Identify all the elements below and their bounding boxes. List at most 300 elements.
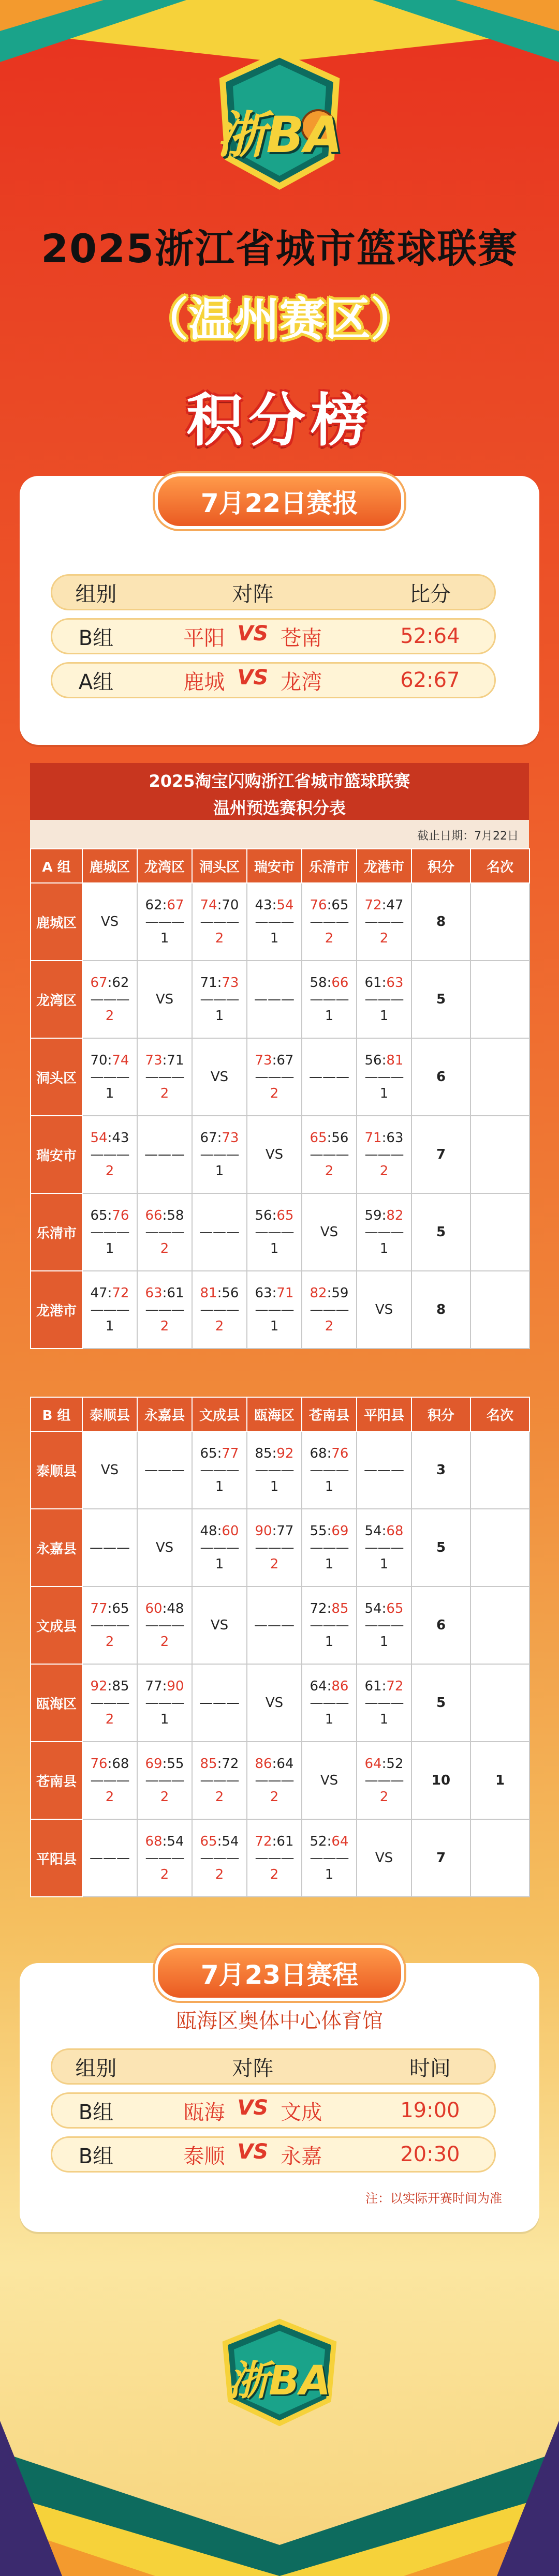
score-own: 59 [364,1208,382,1223]
page-title: 2025浙江省城市篮球联赛 [41,226,518,272]
score-own: 76 [90,1756,108,1772]
team-row-header: 龙湾区 [31,961,82,1038]
stat-column-header: 积分 [411,849,470,883]
result-cell [192,1038,247,1116]
match-points: 2 [215,931,224,946]
score-opp: 90 [167,1679,184,1694]
team-column-header: 乐清市 [302,849,357,883]
score-opp: 73 [222,975,239,991]
group-corner: A 组 [31,849,82,883]
bottom-decoration [0,2359,559,2576]
result-cell [137,1116,192,1193]
divider-line: ——— [200,1302,239,1317]
match-score: 62:67 [145,897,184,913]
match-score: 47:72 [90,1285,129,1301]
divider-line: ——— [310,914,349,930]
result-cell [357,1509,411,1586]
match-score: 73:67 [255,1053,294,1068]
match-score: 73:71 [145,1053,184,1068]
vs-label: VS [265,1695,284,1711]
result-cell [247,1116,302,1193]
table-row [31,1271,529,1349]
banner-subtitle: 温州预选赛积分表 [213,798,346,818]
match-points: 2 [270,1867,279,1882]
score-own: 67 [90,975,108,991]
team-row-header: 泰顺县 [31,1431,82,1509]
schedule-note: 注：以实际开赛时间为准 [365,2191,502,2206]
divider-line: ——— [200,1850,239,1866]
match-points: 2 [160,1634,169,1650]
result [357,1756,411,1805]
score-own: 69 [145,1756,163,1772]
divider-line: ——— [200,992,239,1007]
score-opp: 72 [386,1679,404,1694]
result-cell [357,961,411,1038]
match-points: 1 [325,1479,334,1494]
match-score: 64:86 [310,1679,349,1694]
match-score: 54:68 [364,1523,404,1539]
score-own: 60 [145,1601,163,1616]
result-cell [192,1742,247,1819]
match-points: 2 [105,1634,114,1650]
no-match: ——— [199,1224,240,1240]
result-cell [192,883,247,961]
result [83,1207,137,1257]
score-opp: 63 [386,1130,404,1146]
score-opp: 52 [386,1756,404,1772]
score-opp: 71 [276,1285,294,1301]
divider-line: ——— [90,1302,129,1317]
divider-line: ——— [90,1695,129,1711]
score-opp: 56 [331,1130,349,1146]
match-score: 65:54 [200,1834,239,1849]
result-cell [247,961,302,1038]
score-opp: 63 [386,975,404,991]
result [83,975,137,1024]
match-points: 1 [215,1479,224,1494]
match-time: 20:30 [400,2143,460,2166]
match-time: 19:00 [400,2099,460,2122]
match-score: 58:66 [310,975,349,991]
score-own: 82 [310,1285,327,1301]
score-opp: 54 [276,897,294,913]
match-score: 56:65 [255,1208,294,1223]
divider-line: ——— [90,1069,129,1085]
result [83,1756,137,1805]
result-cell [357,1193,411,1271]
rank-cell [470,1586,529,1664]
divider-line: ——— [255,1773,294,1788]
match-score: 69:55 [145,1756,184,1772]
result-cell [82,1742,137,1819]
result-cell [82,883,137,961]
result [138,1285,192,1335]
result-cell [82,1431,137,1509]
match-score: 74:70 [200,897,239,913]
score-own: 54 [364,1601,382,1616]
result-cell [357,1038,411,1116]
result-cell [137,961,192,1038]
result [247,1052,301,1102]
match-score: 72:85 [310,1601,349,1616]
score-own: 73 [255,1053,272,1068]
group-corner: B 组 [31,1397,82,1431]
score-own: 63 [145,1285,163,1301]
divider-line: ——— [310,1618,349,1633]
divider-line: ——— [255,1302,294,1317]
score-opp: 65 [112,1601,129,1616]
match-score: 71:73 [200,975,239,991]
col-time: 时间 [409,2056,451,2080]
result [83,1678,137,1728]
team-row-header: 平阳县 [31,1819,82,1897]
no-match: ——— [144,1147,185,1162]
match-score: 72:47 [364,897,404,913]
result [357,1130,411,1179]
match-points: 2 [160,1319,169,1334]
match-score: 76:68 [90,1756,129,1772]
divider-line: ——— [255,1850,294,1866]
team-column-header: 永嘉县 [137,1397,192,1431]
team-column-header: 苍南县 [302,1397,357,1431]
match-score: 66:58 [145,1208,184,1223]
group-label: B组 [78,626,114,650]
match-score: 54:65 [364,1601,404,1616]
vs-label: VS [320,1224,339,1240]
team-column-header: 泰顺县 [82,1397,137,1431]
match-points: 1 [215,1163,224,1179]
matchup [140,2140,366,2169]
divider-line: ——— [255,1540,294,1555]
result [138,1207,192,1257]
match-points: 1 [379,1712,389,1727]
score-opp: 61 [167,1285,184,1301]
result [357,1678,411,1728]
score-own: 70 [90,1053,108,1068]
report-row [51,618,496,654]
result-cell [302,1116,357,1193]
divider-line: ——— [90,1224,129,1240]
no-match: ——— [144,1462,185,1478]
score-own: 67 [200,1130,217,1146]
vs-label: VS [237,2139,269,2164]
team-row-header: 鹿城区 [31,883,82,961]
match-score: 72:61 [255,1834,294,1849]
home-team: 鹿城 [183,670,225,694]
result-cell [247,1664,302,1742]
result-cell [357,1116,411,1193]
result [247,1285,301,1335]
score-own: 47 [90,1285,108,1301]
vs-label: VS [210,1618,229,1633]
score-opp: 64 [276,1756,294,1772]
result-cell [357,1271,411,1349]
score-opp: 48 [167,1601,184,1616]
col-match: 对阵 [232,582,274,606]
result-cell [137,883,192,961]
table-row [31,1193,529,1271]
match-points: 1 [325,1634,334,1650]
score-own: 68 [145,1834,163,1849]
result [357,1207,411,1257]
result [193,897,246,947]
score-own: 72 [255,1834,272,1849]
vs-label: VS [265,1147,284,1162]
divider-line: ——— [364,1147,404,1162]
match-points: 1 [379,1241,389,1256]
result [357,975,411,1024]
result-cell [82,1664,137,1742]
divider-line: ——— [145,1224,184,1240]
match-score: 67:73 [200,1130,239,1146]
result [138,1833,192,1883]
divider-line: ——— [200,914,239,930]
score-own: 65 [90,1208,108,1223]
match-points: 1 [379,1556,389,1572]
match-points: 2 [270,1086,279,1101]
points-cell: 5 [411,1664,470,1742]
score-opp: 54 [167,1834,184,1849]
result [138,1678,192,1728]
result [302,1523,356,1572]
team-row-header: 文成县 [31,1586,82,1664]
score-own: 65 [200,1446,217,1461]
divider-line: ——— [310,1147,349,1162]
match-score: 86:64 [255,1756,294,1772]
score-opp: 66 [331,975,349,991]
score-opp: 77 [276,1523,294,1539]
result [302,1130,356,1179]
rank-cell [470,1819,529,1897]
result-cell [247,1038,302,1116]
match-score: 81:56 [200,1285,239,1301]
result-cell [82,1509,137,1586]
score-opp: 65 [331,897,349,913]
score-own: 76 [310,897,327,913]
match-score: 68:76 [310,1446,349,1461]
points-cell: 7 [411,1819,470,1897]
schedule-pill: 7月23日赛程 [155,1945,404,2001]
match-score: 63:61 [145,1285,184,1301]
result-cell [82,1038,137,1116]
match-points: 2 [160,1789,169,1805]
score-own: 81 [200,1285,217,1301]
result-cell [357,1819,411,1897]
team-row-header: 瓯海区 [31,1664,82,1742]
vs-label: VS [210,1069,229,1085]
score-opp: 92 [276,1446,294,1461]
divider-line: ——— [364,1618,404,1633]
result [83,1285,137,1335]
points-cell: 5 [411,1509,470,1586]
match-score: 43:54 [255,897,294,913]
match-score: 59:82 [364,1208,404,1223]
standings-banner [30,763,529,820]
result [193,1130,246,1179]
matchup [140,2096,366,2125]
match-score: 54:43 [90,1130,129,1146]
no-match: ——— [199,1695,240,1711]
score-own: 61 [364,975,382,991]
score-own: 77 [90,1601,108,1616]
team-column-header: 鹿城区 [82,849,137,883]
score-own: 73 [145,1053,163,1068]
match-points: 1 [105,1319,114,1334]
score-opp: 72 [112,1285,129,1301]
result-cell [357,1586,411,1664]
team-column-header: 瓯海区 [247,1397,302,1431]
match-score: 61:63 [364,975,404,991]
result-cell [82,1193,137,1271]
rank-cell [470,961,529,1038]
team-column-header: 平阳县 [357,1397,411,1431]
table-row [31,1038,529,1116]
result-cell [82,961,137,1038]
match-score: 90:77 [255,1523,294,1539]
result-cell [137,1819,192,1897]
score-opp: 76 [331,1446,349,1461]
score-own: 71 [200,975,217,991]
stat-column-header: 积分 [411,1397,470,1431]
divider-line: ——— [255,914,294,930]
score-opp: 72 [222,1756,239,1772]
team-column-header: 龙湾区 [137,849,192,883]
col-group: 组别 [75,2056,117,2080]
score-opp: 76 [112,1208,129,1223]
match-score: 82:59 [310,1285,349,1301]
score: 52:64 [400,624,460,648]
score-own: 54 [364,1523,382,1539]
result-cell [302,1586,357,1664]
stat-column-header: 名次 [470,849,529,883]
schedule-row [51,2136,496,2173]
score-opp: 85 [331,1601,349,1616]
vs-label: VS [100,1462,119,1478]
result [302,975,356,1024]
result-cell [302,961,357,1038]
score-opp: 82 [386,1208,404,1223]
result [193,1756,246,1805]
result [193,1285,246,1335]
score-opp: 67 [276,1053,294,1068]
match-score: 65:56 [310,1130,349,1146]
home-team: 瓯海 [183,2100,225,2124]
match-score: 71:63 [364,1130,404,1146]
table-row [31,1586,529,1664]
match-points: 1 [105,1086,114,1101]
divider-line: ——— [200,1147,239,1162]
divider-line: ——— [145,1850,184,1866]
table-row [31,1116,529,1193]
result-cell [302,1819,357,1897]
score-opp: 85 [112,1679,129,1694]
points-cell: 3 [411,1431,470,1509]
table-row [31,1509,529,1586]
score-own: 92 [90,1679,108,1694]
score-opp: 77 [222,1446,239,1461]
result-cell [247,1271,302,1349]
team-row-header: 乐清市 [31,1193,82,1271]
result-cell [357,1431,411,1509]
no-match: ——— [90,1850,130,1866]
divider-line: ——— [200,1540,239,1555]
result [357,897,411,947]
points-cell: 8 [411,1271,470,1349]
score-opp: 81 [386,1053,404,1068]
score-own: 74 [200,897,217,913]
table-row [31,961,529,1038]
team-column-header: 瑞安市 [247,849,302,883]
match-points: 2 [215,1319,224,1334]
result [357,1523,411,1572]
result [247,1445,301,1495]
score-own: 54 [90,1130,108,1146]
result-cell [137,1431,192,1509]
divider-line: ——— [90,1773,129,1788]
score-own: 71 [364,1130,382,1146]
match-points: 1 [379,1086,389,1101]
rank-cell [470,1193,529,1271]
home-team: 泰顺 [183,2144,225,2168]
match-points: 2 [105,1008,114,1024]
match-points: 2 [215,1867,224,1882]
match-points: 2 [325,1163,334,1179]
match-points: 1 [325,1867,334,1882]
match-points: 1 [325,1008,334,1024]
result-cell [82,1586,137,1664]
result [357,1600,411,1650]
match-points: 1 [270,1241,279,1256]
table-row [31,1819,529,1897]
match-points: 2 [105,1712,114,1727]
match-score: 64:52 [364,1756,404,1772]
rank-cell: 1 [470,1742,529,1819]
score-own: 65 [310,1130,327,1146]
deadline-bar [30,820,529,848]
match-score: 65:77 [200,1446,239,1461]
divider-line: ——— [310,1540,349,1555]
score-own: 68 [310,1446,327,1461]
away-team: 文成 [281,2100,322,2124]
score-opp: 60 [222,1523,239,1539]
score-opp: 64 [331,1834,349,1849]
match-score: 77:65 [90,1601,129,1616]
result-cell [137,1742,192,1819]
section-title: 积分榜 [186,387,373,454]
vs-label: VS [320,1773,339,1788]
score-opp: 58 [167,1208,184,1223]
match-score: 52:64 [310,1834,349,1849]
score-own: 62 [145,897,163,913]
result [302,1445,356,1495]
vs-label: VS [237,665,269,690]
result-cell [302,1193,357,1271]
match-score: 85:72 [200,1756,239,1772]
divider-line: ——— [310,1695,349,1711]
result [302,1600,356,1650]
result [83,1052,137,1102]
result-cell [82,1819,137,1897]
match-score: 61:72 [364,1679,404,1694]
score-opp: 43 [112,1130,129,1146]
result-cell [302,1742,357,1819]
divider-line: ——— [255,1069,294,1085]
result-cell [247,1586,302,1664]
divider-line: ——— [200,1773,239,1788]
venue: 瓯海区奥体中心体育馆 [176,2009,383,2033]
score-own: 43 [255,897,272,913]
result [357,1052,411,1102]
